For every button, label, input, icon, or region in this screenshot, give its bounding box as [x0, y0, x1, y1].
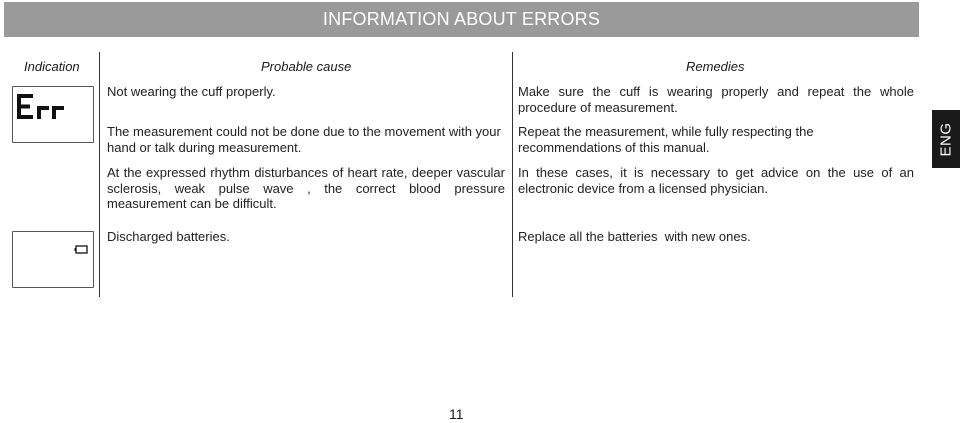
page-number: 11: [449, 406, 464, 422]
header-probable-cause: Probable cause: [261, 59, 352, 74]
remedy-1-1: Make sure the cuff is wearing properly and repeat the whole procedure of measurement.: [518, 84, 914, 115]
page-title: INFORMATION ABOUT ERRORS: [4, 2, 919, 37]
column-divider-2: [512, 52, 513, 297]
remedy-1-2: Repeat the measurement, while fully respecting the recommendations of this manual.: [518, 124, 814, 155]
err-display-glyph: [13, 87, 93, 142]
cause-2-1: Discharged batteries.: [107, 229, 230, 244]
cause-1-3: At the expressed rhythm disturbances of heart rate, deeper vascular sclerosis, weak pulse wave , the correct blood pressure measurement can be difficult.: [107, 165, 505, 211]
language-tab-label: ENG: [937, 121, 955, 157]
err-display-icon: [12, 86, 94, 143]
header-remedies: Remedies: [686, 59, 745, 74]
remedy-2-1: Replace all the batteries with new ones.: [518, 229, 751, 244]
battery-glyph: [13, 232, 93, 287]
column-divider-1: [99, 52, 100, 297]
header-indication: Indication: [24, 59, 80, 74]
language-tab: [932, 110, 960, 168]
cause-1-2: The measurement could not be done due to the movement with your hand or talk during measurement.: [107, 124, 501, 155]
cause-1-1: Not wearing the cuff properly.: [107, 84, 276, 99]
battery-low-icon: [12, 231, 94, 288]
remedy-1-3: In these cases, it is necessary to get advice on the use of an electronic device from a licensed physician.: [518, 165, 914, 196]
